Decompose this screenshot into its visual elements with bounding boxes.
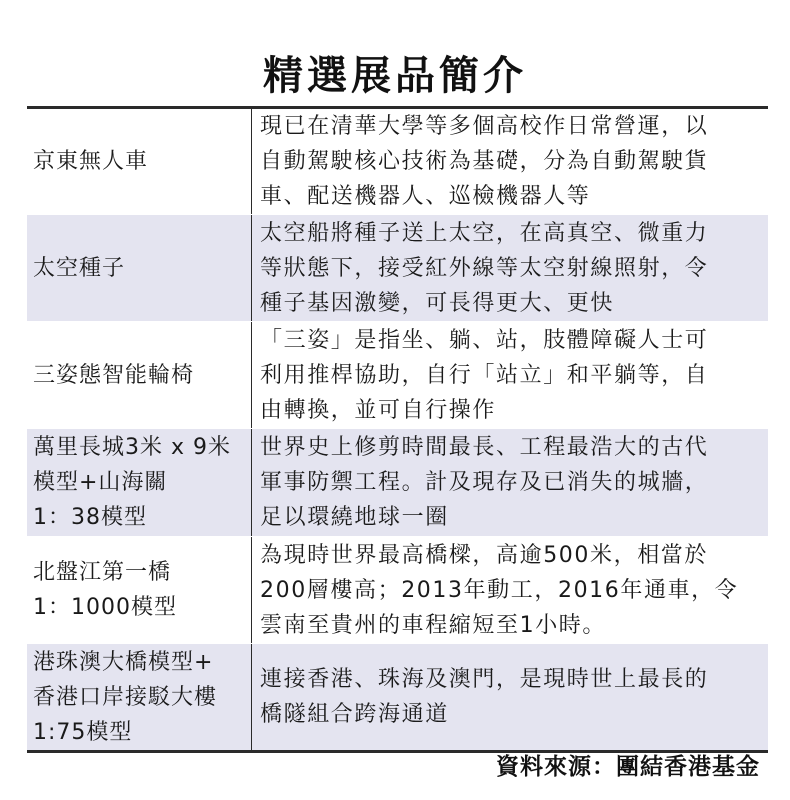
exhibit-table [27, 106, 768, 753]
exhibit-description-text: 連接香港、珠海及澳門，是現時世上最長的 橋隧組合跨海通道 [260, 667, 709, 727]
page-title: 精選展品簡介 [263, 52, 527, 99]
exhibit-description-text: 太空船將種子送上太空，在高真空、微重力 等狀態下，接受紅外線等太空射線照射，令 種子基因激變，可長得更大、更快 [260, 220, 709, 316]
table-row [27, 428, 768, 536]
exhibit-name-text: 港珠澳大橋模型+ 香港口岸接駁大樓 1:75模型 [33, 649, 218, 745]
exhibit-name [27, 215, 252, 321]
exhibit-description-text: 「三姿」是指坐、躺、站，肢體障礙人士可 利用推桿協助，自行「站立」和平躺等，自 由轉換，並可自行操作 [260, 327, 709, 423]
exhibit-name-text: 京東無人車 [33, 149, 149, 174]
exhibit-name-text: 萬里長城3米 x 9米 模型+山海關 1：38模型 [33, 435, 232, 530]
table-row [27, 214, 768, 321]
exhibit-description [252, 109, 768, 214]
exhibit-name [27, 429, 252, 536]
table-row [27, 321, 768, 428]
exhibit-name [27, 109, 252, 214]
exhibit-description [252, 644, 768, 750]
table-row [27, 536, 768, 643]
exhibit-name-text: 太空種子 [33, 255, 126, 281]
exhibit-description [252, 537, 768, 643]
table-row [27, 109, 768, 214]
table-row [27, 643, 768, 750]
exhibit-name [27, 537, 252, 643]
exhibit-description [252, 322, 768, 428]
exhibit-name-text: 北盤江第一橋 1：1000模型 [33, 560, 177, 620]
exhibit-description-text: 現已在清華大學等多個高校作日常營運，以 自動駕駛核心技術為基礎，分為自動駕駛貨 車、配送機器人、巡檢機器人等 [260, 114, 709, 209]
exhibit-description-text: 世界史上修剪時間最長、工程最浩大的古代 軍事防禦工程。計及現存及已消失的城牆， 足以環繞地球一圈 [260, 435, 709, 530]
exhibit-name-text: 三姿態智能輪椅 [33, 362, 195, 388]
source-credit: 資料來源：團結香港基金 [496, 754, 760, 780]
exhibit-description [252, 215, 768, 321]
exhibit-name [27, 322, 252, 428]
exhibit-name [27, 644, 252, 750]
exhibit-description-text: 為現時世界最高橋樑，高逾500米，相當於 200層樓高；2013年動工，2016年通車，令 雲南至貴州的車程縮短至1小時。 [260, 542, 739, 638]
exhibit-description [252, 429, 768, 536]
